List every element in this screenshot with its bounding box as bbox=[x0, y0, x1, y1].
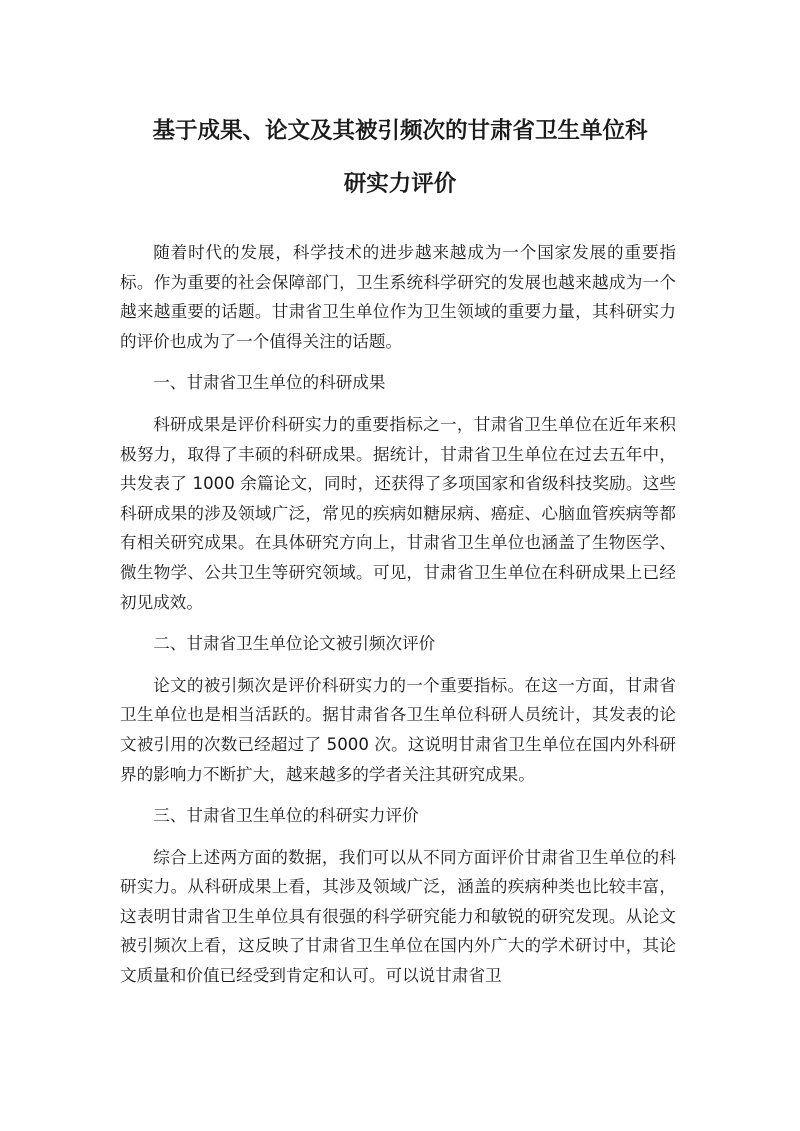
section-heading-1: 一、甘肃省卫生单位的科研成果 bbox=[153, 373, 386, 393]
section-heading-3: 三、甘肃省卫生单位的科研实力评价 bbox=[153, 806, 419, 826]
section-1-paragraph: 科研成果是评价科研实力的重要指标之一，甘肃省卫生单位在近年来积极努力，取得了丰硕的科研成果。据统计，甘肃省卫生单位在过去五年中，共发表了 1000 余篇论文，同时，还获得了多项国家和省级科技奖励。这些科研成果的涉及领域广泛，常见的疾病如糖尿病、癌症、心脑血管疾病等都有相关研究成果。在具体研究方向上，甘肃省卫生单位也涵盖了生物医学、微生物学、公共卫生等研究领域。可见，甘肃省卫生单位在科研成果上已经初见成效。 bbox=[120, 414, 676, 612]
document-title-line-1: 基于成果、论文及其被引频次的甘肃省卫生单位科 bbox=[152, 118, 648, 144]
document-body bbox=[120, 238, 676, 1003]
section-heading-2: 二、甘肃省卫生单位论文被引频次评价 bbox=[153, 634, 436, 654]
document-title-line-2: 研实力评价 bbox=[343, 171, 457, 197]
section-2-paragraph: 论文的被引频次是评价科研实力的一个重要指标。在这一方面，甘肃省卫生单位也是相当活跃的。据甘肃省各卫生单位科研人员统计，其发表的论文被引用的次数已经超过了 5000 次。这说明甘肃省卫生单位在国内外科研界的影响力不断扩大，越来越多的学者关注其研究成果。 bbox=[120, 675, 676, 784]
intro-paragraph: 随着时代的发展，科学技术的进步越来越成为一个国家发展的重要指标。作为重要的社会保障部门，卫生系统科学研究的发展也越来越成为一个越来越重要的话题。甘肃省卫生单位作为卫生领域的重要力量，其科研实力的评价也成为了一个值得关注的话题。 bbox=[120, 243, 676, 351]
section-3-paragraph: 综合上述两方面的数据，我们可以从不同方面评价甘肃省卫生单位的科研实力。从科研成果上看，其涉及领域广泛，涵盖的疾病种类也比较丰富，这表明甘肃省卫生单位具有很强的科学研究能力和敏锐的研究发现。从论文被引频次上看，这反映了甘肃省卫生单位在国内外广大的学术研讨中，其论文质量和价值已经受到肯定和认可。可以说甘肃省卫 bbox=[120, 847, 676, 986]
